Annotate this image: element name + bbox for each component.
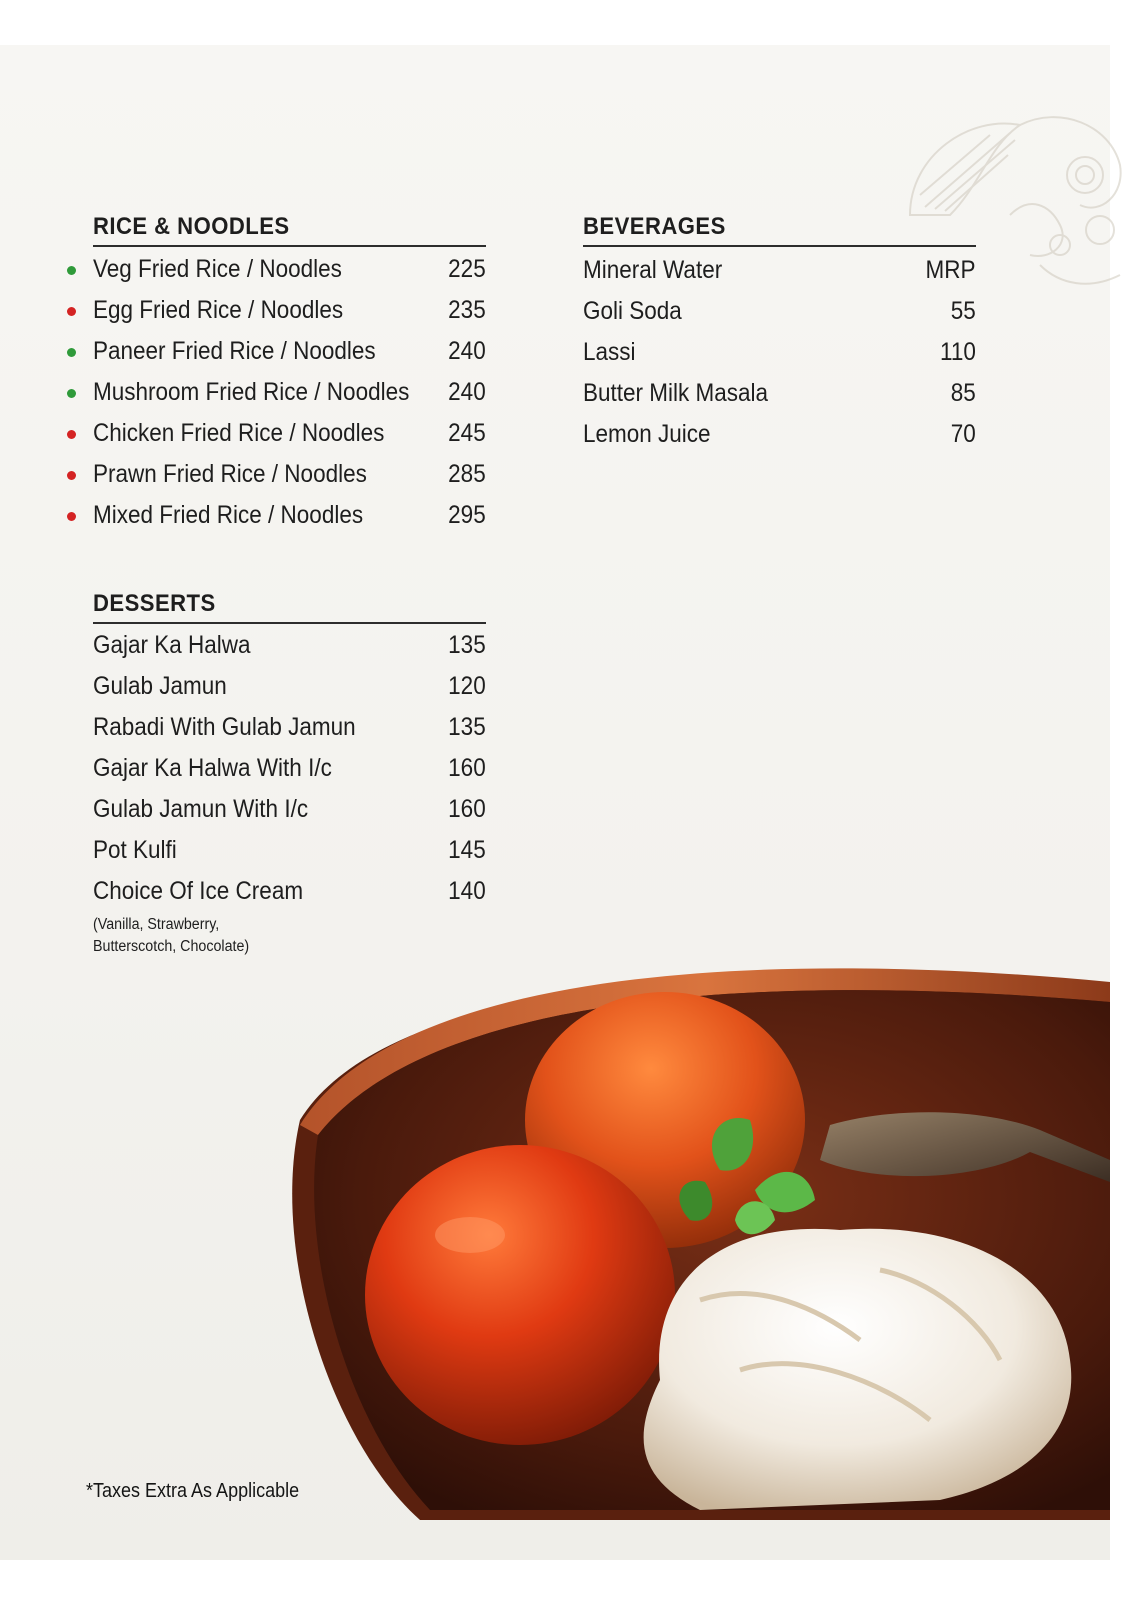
section-title: DESSERTS bbox=[93, 590, 216, 617]
menu-item bbox=[93, 666, 486, 707]
desserts-section bbox=[93, 588, 486, 958]
item-name: Mushroom Fried Rice / Noodles bbox=[93, 378, 410, 406]
item-price: 160 bbox=[448, 754, 486, 782]
item-price: 235 bbox=[448, 296, 486, 324]
item-name: Mineral Water bbox=[583, 256, 723, 284]
item-name: Lemon Juice bbox=[583, 420, 711, 448]
item-name: Pot Kulfi bbox=[93, 836, 177, 864]
item-name: Butter Milk Masala bbox=[583, 379, 769, 407]
item-price: 135 bbox=[448, 713, 486, 741]
rice-noodles-list bbox=[93, 249, 486, 536]
item-name: Rabadi With Gulab Jamun bbox=[93, 713, 356, 741]
item-name: Gajar Ka Halwa With I/c bbox=[93, 754, 332, 782]
menu-item bbox=[583, 332, 976, 373]
menu-item bbox=[93, 830, 486, 871]
menu-item bbox=[93, 748, 486, 789]
menu-item bbox=[93, 290, 486, 331]
item-price: 110 bbox=[940, 338, 976, 366]
non-veg-indicator-icon bbox=[67, 471, 76, 480]
item-name: Paneer Fried Rice / Noodles bbox=[93, 337, 376, 365]
menu-item bbox=[93, 454, 486, 495]
item-name: Goli Soda bbox=[583, 297, 682, 325]
item-name: Prawn Fried Rice / Noodles bbox=[93, 460, 367, 488]
menu-item bbox=[583, 291, 976, 332]
item-price: 120 bbox=[448, 672, 486, 700]
section-divider bbox=[93, 245, 486, 247]
item-price: 160 bbox=[448, 795, 486, 823]
item-price: 85 bbox=[950, 379, 976, 407]
item-name: Gulab Jamun With I/c bbox=[93, 795, 309, 823]
desserts-list bbox=[93, 625, 486, 912]
menu-item bbox=[93, 249, 486, 290]
section-divider bbox=[583, 245, 976, 247]
veg-indicator-icon bbox=[67, 389, 76, 398]
menu-item bbox=[93, 871, 486, 912]
menu-item bbox=[583, 250, 976, 291]
menu-item bbox=[93, 707, 486, 748]
item-price: 70 bbox=[950, 420, 976, 448]
menu-item bbox=[583, 373, 976, 414]
veg-indicator-icon bbox=[67, 266, 76, 275]
section-title: BEVERAGES bbox=[583, 213, 726, 240]
section-divider bbox=[93, 622, 486, 624]
item-price: 285 bbox=[448, 460, 486, 488]
section-title: RICE & NOODLES bbox=[93, 213, 290, 240]
beverages-list bbox=[583, 250, 976, 455]
menu-item bbox=[93, 413, 486, 454]
item-name: Veg Fried Rice / Noodles bbox=[93, 255, 342, 283]
note-line: Butterscotch, Chocolate) bbox=[93, 938, 250, 955]
item-name: Gajar Ka Halwa bbox=[93, 631, 251, 659]
beverages-section bbox=[583, 211, 976, 455]
item-name: Mixed Fried Rice / Noodles bbox=[93, 501, 364, 529]
item-price: 245 bbox=[448, 419, 486, 447]
taxes-note: *Taxes Extra As Applicable bbox=[86, 1480, 300, 1502]
menu-item bbox=[583, 414, 976, 455]
item-price: 140 bbox=[448, 877, 486, 905]
veg-indicator-icon bbox=[67, 348, 76, 357]
item-name: Lassi bbox=[583, 338, 636, 366]
non-veg-indicator-icon bbox=[67, 430, 76, 439]
item-price: 240 bbox=[448, 337, 486, 365]
non-veg-indicator-icon bbox=[67, 307, 76, 316]
item-price: 55 bbox=[950, 297, 976, 325]
item-price: 225 bbox=[448, 255, 486, 283]
item-price: 145 bbox=[448, 836, 486, 864]
rice-noodles-section bbox=[93, 211, 486, 536]
menu-item bbox=[93, 495, 486, 536]
item-price: 135 bbox=[448, 631, 486, 659]
item-name: Gulab Jamun bbox=[93, 672, 227, 700]
item-price: 295 bbox=[448, 501, 486, 529]
item-price: MRP bbox=[925, 256, 976, 284]
menu-item bbox=[93, 625, 486, 666]
item-name: Choice Of Ice Cream bbox=[93, 877, 304, 905]
note-line: (Vanilla, Strawberry, bbox=[93, 916, 220, 933]
gulab-jamun-ice-cream-photo bbox=[0, 920, 1110, 1560]
item-name: Chicken Fried Rice / Noodles bbox=[93, 419, 385, 447]
item-price: 240 bbox=[448, 378, 486, 406]
menu-item bbox=[93, 331, 486, 372]
non-veg-indicator-icon bbox=[67, 512, 76, 521]
menu-item bbox=[93, 789, 486, 830]
menu-item bbox=[93, 372, 486, 413]
item-name: Egg Fried Rice / Noodles bbox=[93, 296, 344, 324]
